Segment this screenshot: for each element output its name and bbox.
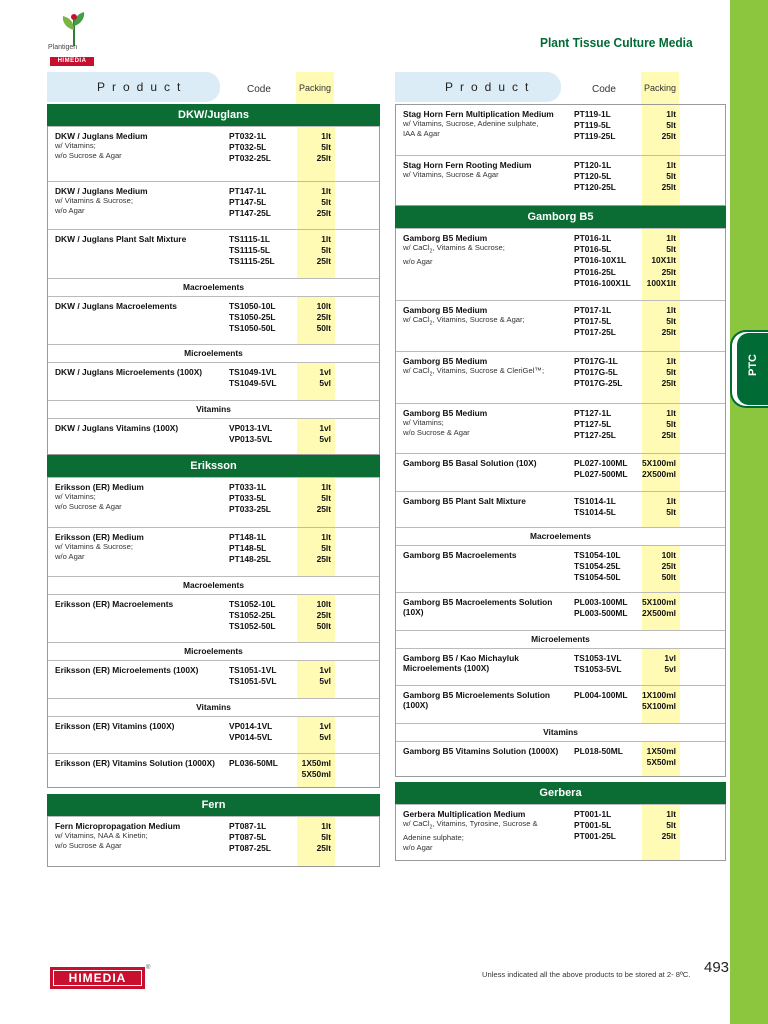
pack: 5lt — [321, 543, 331, 554]
code: PT016-1L — [574, 233, 612, 243]
product-row — [48, 594, 379, 642]
product-name: Eriksson (ER) Macroelements — [55, 599, 174, 609]
code: PT119-25L — [574, 131, 616, 142]
himedia-logo-text: HIMEDIA — [53, 970, 142, 986]
code: PT127-25L — [574, 430, 616, 441]
product-desc: Adenine sulphate; — [403, 833, 464, 843]
product-row — [48, 816, 379, 866]
product-row — [396, 403, 725, 453]
product-desc: w/ Vitamins & Sucrose; — [55, 196, 133, 205]
pack: 5lt — [666, 244, 676, 255]
subsection-label: Vitamins — [48, 698, 379, 716]
code: TS1050-10L — [229, 301, 276, 311]
product-row — [396, 453, 725, 491]
product-row — [396, 741, 725, 776]
right-column — [395, 72, 726, 861]
pack: 50lt — [661, 572, 676, 583]
product-name: Eriksson (ER) Vitamins Solution (1000X) — [55, 758, 215, 768]
pack: 1X50ml — [646, 746, 676, 756]
code: PT147-25L — [229, 208, 271, 219]
product-name: Gamborg B5 Medium — [403, 408, 488, 418]
code: TS1054-10L — [574, 550, 621, 560]
code: PT016-25L — [574, 266, 616, 277]
pack: 100X1lt — [646, 277, 676, 288]
desc-part: w/ CaCl — [403, 366, 430, 375]
code: PT127-1L — [574, 408, 612, 418]
product-desc: w/ Vitamins; — [55, 141, 96, 150]
section-gerbera: Gerbera — [395, 782, 726, 804]
pack: 25lt — [661, 831, 676, 842]
product-row — [396, 228, 725, 300]
code: TS1054-25L — [574, 561, 621, 572]
pack: 1lt — [321, 482, 331, 492]
product-row — [48, 660, 379, 698]
code: PT087-5L — [229, 832, 267, 843]
product-name-line2: (10X) — [403, 607, 424, 617]
side-color-strip — [730, 0, 768, 1024]
code: PL004-100ML — [574, 690, 628, 700]
pack: 5X50ml — [301, 769, 331, 780]
gamborg-block — [395, 228, 726, 777]
code: PL003-500ML — [574, 608, 628, 619]
product-desc: w/o Agar — [403, 842, 433, 852]
logo-badge: HIMEDIA — [50, 57, 94, 66]
product-row — [48, 126, 379, 181]
code: TS1052-50L — [229, 621, 276, 632]
code: PL003-100ML — [574, 597, 628, 607]
code: PT001-25L — [574, 831, 616, 842]
pack: 1vl — [319, 721, 331, 731]
product-name-line2: (100X) — [403, 700, 429, 710]
code: PT120-1L — [574, 160, 612, 170]
product-name: Stag Horn Fern Multiplication Medium — [403, 109, 554, 119]
product-row — [396, 491, 725, 527]
section-dkw: DKW/Juglans — [47, 104, 380, 126]
code: PL036-50ML — [229, 758, 278, 768]
code: TS1053-1VL — [574, 653, 622, 663]
code: TS1115-5L — [229, 245, 270, 256]
pack: 25lt — [661, 131, 676, 142]
pack: 5lt — [666, 507, 676, 518]
pack: 1lt — [666, 160, 676, 170]
pack: 25lt — [316, 843, 331, 854]
code: TS1115-25L — [229, 256, 275, 267]
code: PT033-5L — [229, 493, 267, 504]
code: PT017G-25L — [574, 378, 623, 389]
product-row — [48, 362, 379, 400]
pack: 5vl — [664, 664, 676, 675]
product-name: Gamborg B5 Medium — [403, 356, 488, 366]
code: PT033-25L — [229, 504, 271, 515]
code: PT119-5L — [574, 120, 611, 131]
right-column-header — [395, 72, 726, 104]
code: TS1052-25L — [229, 610, 276, 621]
desc-part: , Vitamins, Sucrose & Agar; — [432, 315, 525, 324]
code: PL018-50ML — [574, 746, 623, 756]
pack: 5lt — [321, 493, 331, 504]
pack: 10X1lt — [651, 255, 676, 266]
code: VP013-5VL — [229, 434, 273, 445]
code: PL027-500ML — [574, 469, 628, 480]
pack: 1lt — [321, 131, 331, 141]
pack: 1lt — [666, 305, 676, 315]
pack: 5lt — [666, 820, 676, 831]
pack: 10lt — [316, 301, 331, 311]
code: TS1014-5L — [574, 507, 616, 518]
pack: 5X100ml — [642, 597, 676, 607]
product-name: Fern Micropropagation Medium — [55, 821, 181, 831]
code: PT120-5L — [574, 171, 612, 182]
product-row — [396, 804, 725, 860]
code: TS1051-5VL — [229, 676, 277, 687]
code: PT017G-1L — [574, 356, 618, 366]
pack: 25lt — [661, 378, 676, 389]
pack: 5lt — [666, 316, 676, 327]
product-name: Eriksson (ER) Medium — [55, 482, 144, 492]
product-header: Product — [47, 72, 220, 102]
code: PT147-5L — [229, 197, 267, 208]
product-row — [396, 351, 725, 403]
product-desc: w/o Agar — [403, 257, 433, 267]
code-header: Code — [592, 84, 616, 95]
product-desc: w/o Agar — [55, 551, 85, 561]
page-number: 493 — [704, 959, 730, 976]
product-desc: w/ CaCl$_2$, Vitamins, Sucrose & CleriGel™; — [403, 366, 545, 378]
product-desc: w/ CaCl$_2$, Vitamins, Tyrosine, Sucrose & — [403, 819, 538, 831]
product-name: Eriksson (ER) Medium — [55, 532, 144, 542]
product-row — [48, 181, 379, 229]
code: PT119-1L — [574, 109, 611, 119]
subsection-label: Microelements — [48, 344, 379, 362]
product-name: Gamborg B5 Medium — [403, 305, 488, 315]
code: PL027-100ML — [574, 458, 628, 468]
pack: 1vl — [319, 367, 331, 377]
pack: 10lt — [316, 599, 331, 609]
pack: 25lt — [661, 561, 676, 572]
code: PT001-5L — [574, 820, 612, 831]
code: TS1052-10L — [229, 599, 276, 609]
pack: 5lt — [321, 245, 331, 256]
pack: 5lt — [321, 142, 331, 153]
code: PT032-25L — [229, 153, 271, 164]
logo-brand-text: Plantigen — [48, 44, 78, 51]
product-desc: w/ Vitamins, Sucrose & Agar — [403, 170, 499, 179]
code: TS1049-1VL — [229, 367, 277, 377]
pack: 25lt — [316, 554, 331, 565]
pack: 25lt — [316, 312, 331, 323]
code: PT016-100X1L — [574, 277, 631, 288]
subsection-label: Microelements — [396, 630, 725, 648]
pack: 25lt — [316, 208, 331, 219]
code: TS1014-1L — [574, 496, 616, 506]
fern-block — [47, 816, 380, 867]
product-row — [48, 716, 379, 753]
product-name: DKW / Juglans Medium — [55, 131, 148, 141]
product-desc: w/ Vitamins; — [55, 492, 96, 501]
product-name: Gamborg B5 Macroelements Solution — [403, 597, 553, 607]
code: PT032-5L — [229, 142, 267, 153]
code: PT148-1L — [229, 532, 267, 542]
code: VP014-1VL — [229, 721, 273, 731]
product-name: Gerbera Multiplication Medium — [403, 809, 526, 819]
pack: 25lt — [661, 182, 676, 193]
product-name: Gamborg B5 / Kao Michayluk — [403, 653, 519, 663]
product-name: Eriksson (ER) Microelements (100X) — [55, 665, 199, 675]
plant-icon — [48, 8, 100, 48]
desc-part: , Vitamins & Sucrose; — [432, 243, 505, 252]
pack: 25lt — [316, 256, 331, 267]
product-name: Gamborg B5 Plant Salt Mixture — [403, 496, 526, 506]
pack: 5lt — [666, 367, 676, 378]
desc-part: , Vitamins, Tyrosine, Sucrose & — [432, 819, 538, 828]
pack: 5X100ml — [642, 701, 676, 712]
pack: 1lt — [666, 496, 676, 506]
product-desc: w/o Sucrose & Agar — [55, 501, 122, 511]
section-eriksson: Eriksson — [47, 455, 380, 477]
product-desc: w/o Sucrose & Agar — [403, 427, 470, 437]
subsection-label: Macroelements — [48, 278, 379, 296]
product-name: Stag Horn Fern Rooting Medium — [403, 160, 532, 170]
product-row — [396, 648, 725, 685]
code: PT017-5L — [574, 316, 612, 327]
pack: 1vl — [319, 665, 331, 675]
code: PT001-1L — [574, 809, 612, 819]
pack: 5X100ml — [642, 458, 676, 468]
code: PT016-10X1L — [574, 255, 627, 266]
pack: 25lt — [316, 153, 331, 164]
product-name: DKW / Juglans Plant Salt Mixture — [55, 234, 187, 244]
pack: 5lt — [321, 197, 331, 208]
pack: 25lt — [661, 430, 676, 441]
pack: 1lt — [666, 233, 676, 243]
product-name: DKW / Juglans Microelements (100X) — [55, 367, 203, 377]
product-desc: w/ Vitamins, NAA & Kinetin; — [55, 831, 148, 840]
subsection-label: Macroelements — [396, 527, 725, 545]
page-title: Plant Tissue Culture Media — [540, 35, 693, 50]
product-name: Gamborg B5 Basal Solution (10X) — [403, 458, 537, 468]
pack: 5vl — [319, 676, 331, 687]
pack: 5lt — [666, 171, 676, 182]
code: PT087-25L — [229, 843, 271, 854]
code: PT148-5L — [229, 543, 267, 554]
pack: 25lt — [661, 327, 676, 338]
product-row — [48, 477, 379, 527]
product-row — [48, 527, 379, 576]
packing-header: Packing — [641, 72, 679, 104]
pack: 1lt — [321, 821, 331, 831]
code: PT016-5L — [574, 244, 612, 255]
product-name: DKW / Juglans Vitamins (100X) — [55, 423, 179, 433]
desc-part: w/ CaCl — [403, 315, 430, 324]
code: PT120-25L — [574, 182, 616, 193]
product-row — [396, 105, 725, 155]
product-desc: w/o Sucrose & Agar — [55, 150, 122, 160]
stag-block — [395, 104, 726, 206]
pack: 1lt — [321, 532, 331, 542]
pack: 1X50ml — [301, 758, 331, 768]
code: TS1115-1L — [229, 234, 270, 244]
subsection-label: Vitamins — [48, 400, 379, 418]
gerbera-block — [395, 804, 726, 861]
code: PT017-1L — [574, 305, 612, 315]
product-name: Gamborg B5 Macroelements — [403, 550, 517, 560]
code: TS1051-1VL — [229, 665, 277, 675]
pack: 2X500ml — [642, 608, 676, 619]
pack: 1lt — [321, 234, 331, 244]
product-row — [48, 296, 379, 344]
pack: 25lt — [316, 610, 331, 621]
pack: 5lt — [666, 419, 676, 430]
storage-note: Unless indicated all the above products to be stored at 2- 8ºC. — [482, 970, 691, 979]
code: TS1050-50L — [229, 323, 276, 334]
code: TS1054-50L — [574, 572, 621, 583]
code: PT033-1L — [229, 482, 267, 492]
pack: 5vl — [319, 732, 331, 743]
product-desc: w/ Vitamins & Sucrose; — [55, 542, 133, 551]
left-column — [47, 72, 380, 867]
pack: 1lt — [666, 356, 676, 366]
registered-mark: ® — [146, 965, 151, 971]
product-desc: IAA & Agar — [403, 128, 440, 138]
pack: 5vl — [319, 434, 331, 445]
product-row — [396, 592, 725, 630]
product-name: DKW / Juglans Macroelements — [55, 301, 177, 311]
left-column-header — [47, 72, 380, 104]
product-name: Gamborg B5 Vitamins Solution (1000X) — [403, 746, 559, 756]
code: TS1053-5VL — [574, 664, 622, 675]
product-name: Eriksson (ER) Vitamins (100X) — [55, 721, 175, 731]
pack: 2X500ml — [642, 469, 676, 480]
product-desc: w/ Vitamins, Sucrose, Adenine sulphate, — [403, 119, 539, 128]
product-row — [48, 229, 379, 278]
code: PT087-1L — [229, 821, 267, 831]
pack: 25lt — [316, 504, 331, 515]
pack: 5lt — [321, 832, 331, 843]
code-header: Code — [247, 84, 271, 95]
product-row — [396, 300, 725, 351]
product-name-line2: Microelements (100X) — [403, 663, 490, 673]
section-fern: Fern — [47, 794, 380, 816]
code: PT147-1L — [229, 186, 267, 196]
code: PT148-25L — [229, 554, 271, 565]
subsection-label: Macroelements — [48, 576, 379, 594]
product-desc: w/ CaCl$_2$, Vitamins, Sucrose & Agar; — [403, 315, 525, 327]
pack: 5vl — [319, 378, 331, 389]
pack: 5lt — [666, 120, 676, 131]
code: PT017-25L — [574, 327, 616, 338]
code: PT017G-5L — [574, 367, 618, 378]
code: VP013-1VL — [229, 423, 273, 433]
desc-part: w/ CaCl — [403, 243, 430, 252]
dkw-block — [47, 126, 380, 455]
product-row — [48, 418, 379, 454]
code: TS1049-5VL — [229, 378, 277, 389]
product-desc: w/ CaCl$_2$, Vitamins & Sucrose; — [403, 243, 505, 255]
pack: 50lt — [316, 621, 331, 632]
side-tab-label: PTC — [747, 354, 759, 376]
pack: 1vl — [664, 653, 676, 663]
product-header: Product — [395, 72, 561, 102]
subsection-label: Vitamins — [396, 723, 725, 741]
product-name: DKW / Juglans Medium — [55, 186, 148, 196]
code: PT127-5L — [574, 419, 612, 430]
product-desc: w/o Agar — [55, 205, 85, 215]
product-row — [396, 685, 725, 723]
code: PT032-1L — [229, 131, 267, 141]
product-row — [396, 545, 725, 592]
code: TS1050-25L — [229, 312, 276, 323]
product-desc: w/o Sucrose & Agar — [55, 840, 122, 850]
packing-header: Packing — [296, 72, 334, 104]
product-desc: w/ Vitamins; — [403, 418, 444, 427]
code: VP014-5VL — [229, 732, 273, 743]
product-name: Gamborg B5 Medium — [403, 233, 488, 243]
eriksson-block — [47, 477, 380, 788]
subsection-label: Microelements — [48, 642, 379, 660]
pack: 1lt — [321, 186, 331, 196]
pack: 1lt — [666, 109, 676, 119]
pack: 1lt — [666, 809, 676, 819]
pack: 5X50ml — [646, 757, 676, 768]
desc-part: w/ CaCl — [403, 819, 430, 828]
product-name: Gamborg B5 Microelements Solution — [403, 690, 551, 700]
product-row — [396, 155, 725, 205]
product-row — [48, 753, 379, 787]
pack: 1vl — [319, 423, 331, 433]
desc-part: , Vitamins, Sucrose & CleriGel™; — [432, 366, 545, 375]
pack: 10lt — [661, 550, 676, 560]
pack: 1lt — [666, 408, 676, 418]
pack: 25lt — [661, 266, 676, 277]
pack: 1X100ml — [642, 690, 676, 700]
section-gamborg: Gamborg B5 — [395, 206, 726, 228]
pack: 50lt — [316, 323, 331, 334]
